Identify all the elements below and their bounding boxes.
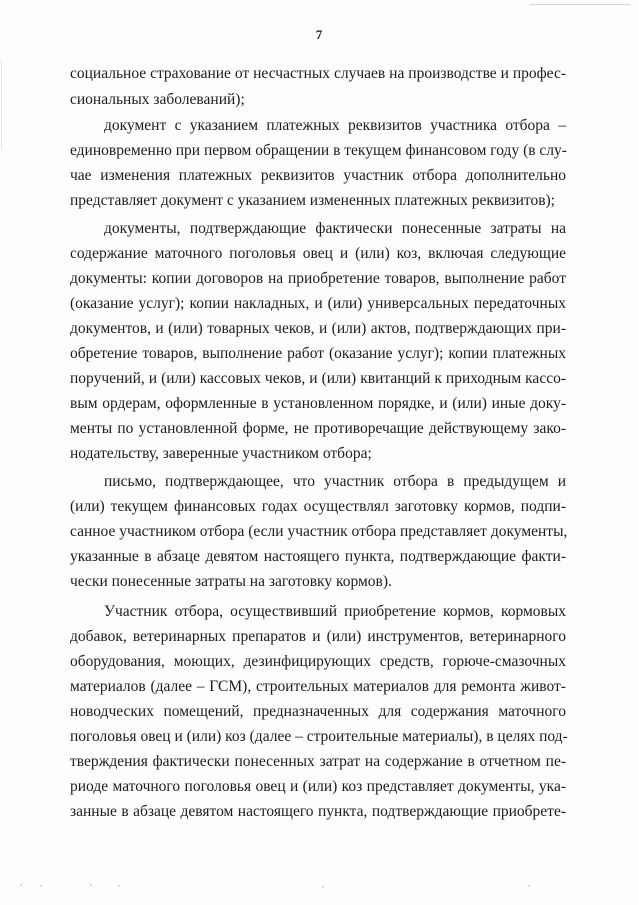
text-line: санное участником отбора (если участник отбора представляет документы, xyxy=(70,523,568,540)
text-line: Участник отбора, осуществивший приобретение кормов, кормовых xyxy=(104,603,566,620)
text-line: указанные в абзаце девятом настоящего пункта, подтверждающие факти- xyxy=(70,548,566,565)
scan-artifact-left-edge xyxy=(1,60,2,150)
text-line: вым ордерам, оформленные в установленном порядке, и (или) иные доку- xyxy=(70,395,566,412)
text-line: новодческих помещений, предназначенных для содержания маточного xyxy=(70,703,566,720)
text-line: обретение товаров, выполнение работ (оказание услуг); копии платежных xyxy=(70,345,566,362)
text-line: чески понесенные затраты на заготовку кормов). xyxy=(70,573,392,590)
text-line: занные в абзаце девятом настоящего пункта, подтверждающие приобрете- xyxy=(70,803,566,820)
scan-dot xyxy=(90,884,92,886)
text-line: документов, и (или) товарных чеков, и (или) актов, подтверждающих при- xyxy=(70,320,566,337)
text-line: документ с указанием платежных реквизитов участника отбора – xyxy=(104,117,566,134)
text-line: оборудования, моющих, дезинфицирующих средств, горюче-смазочных xyxy=(70,653,566,670)
text-line: поручений, и (или) кассовых чеков, и (или) квитанций к приходным кассо- xyxy=(70,370,566,387)
page-number: 7 xyxy=(315,27,323,42)
text-line: тверждения фактически понесенных затрат на содержание в отчетном пе- xyxy=(70,753,566,770)
text-line: нодательству, заверенные участником отбора; xyxy=(70,445,372,462)
scan-dot xyxy=(322,886,324,888)
text-line: чае изменения платежных реквизитов участник отбора дополнительно xyxy=(70,167,566,184)
text-line: социальное страхование от несчастных случаев на производстве и профес- xyxy=(70,65,566,82)
text-line: (оказание услуг); копии накладных, и (или) универсальных передаточных xyxy=(70,295,566,312)
scan-dot xyxy=(118,885,120,887)
scan-dot xyxy=(20,884,22,886)
text-line: единовременно при первом обращении в текущем финансовом году (в слу- xyxy=(70,142,567,159)
text-line: (или) текущем финансовых годах осуществлял заготовку кормов, подпи- xyxy=(70,498,566,515)
text-line: риоде маточного поголовья овец и (или) коз представляет документы, ука- xyxy=(70,778,566,795)
text-line: содержание маточного поголовья овец и (или) коз, включая следующие xyxy=(70,245,566,262)
text-line: документы: копии договоров на приобретение товаров, выполнение работ xyxy=(70,270,566,287)
scan-dot xyxy=(528,885,530,887)
text-line: письмо, подтверждающее, что участник отбора в предыдущем и xyxy=(104,473,566,490)
text-line: менты по установленной форме, не противоречащие действующему зако- xyxy=(70,420,566,437)
text-line: сиональных заболеваний); xyxy=(70,91,245,108)
text-line: поголовья овец и (или) коз (далее – строительные материалы), в целях под- xyxy=(70,728,568,745)
scan-artifact-top-right xyxy=(530,4,630,5)
text-line: документы, подтверждающие фактически понесенные затраты на xyxy=(104,220,566,237)
scan-dot xyxy=(40,885,42,887)
text-line: представляет документ с указанием измененных платежных реквизитов); xyxy=(70,192,555,209)
text-line: материалов (далее – ГСМ), строительных материалов для ремонта живот- xyxy=(70,678,566,695)
text-line: добавок, ветеринарных препаратов и (или) инструментов, ветеринарного xyxy=(70,628,566,645)
